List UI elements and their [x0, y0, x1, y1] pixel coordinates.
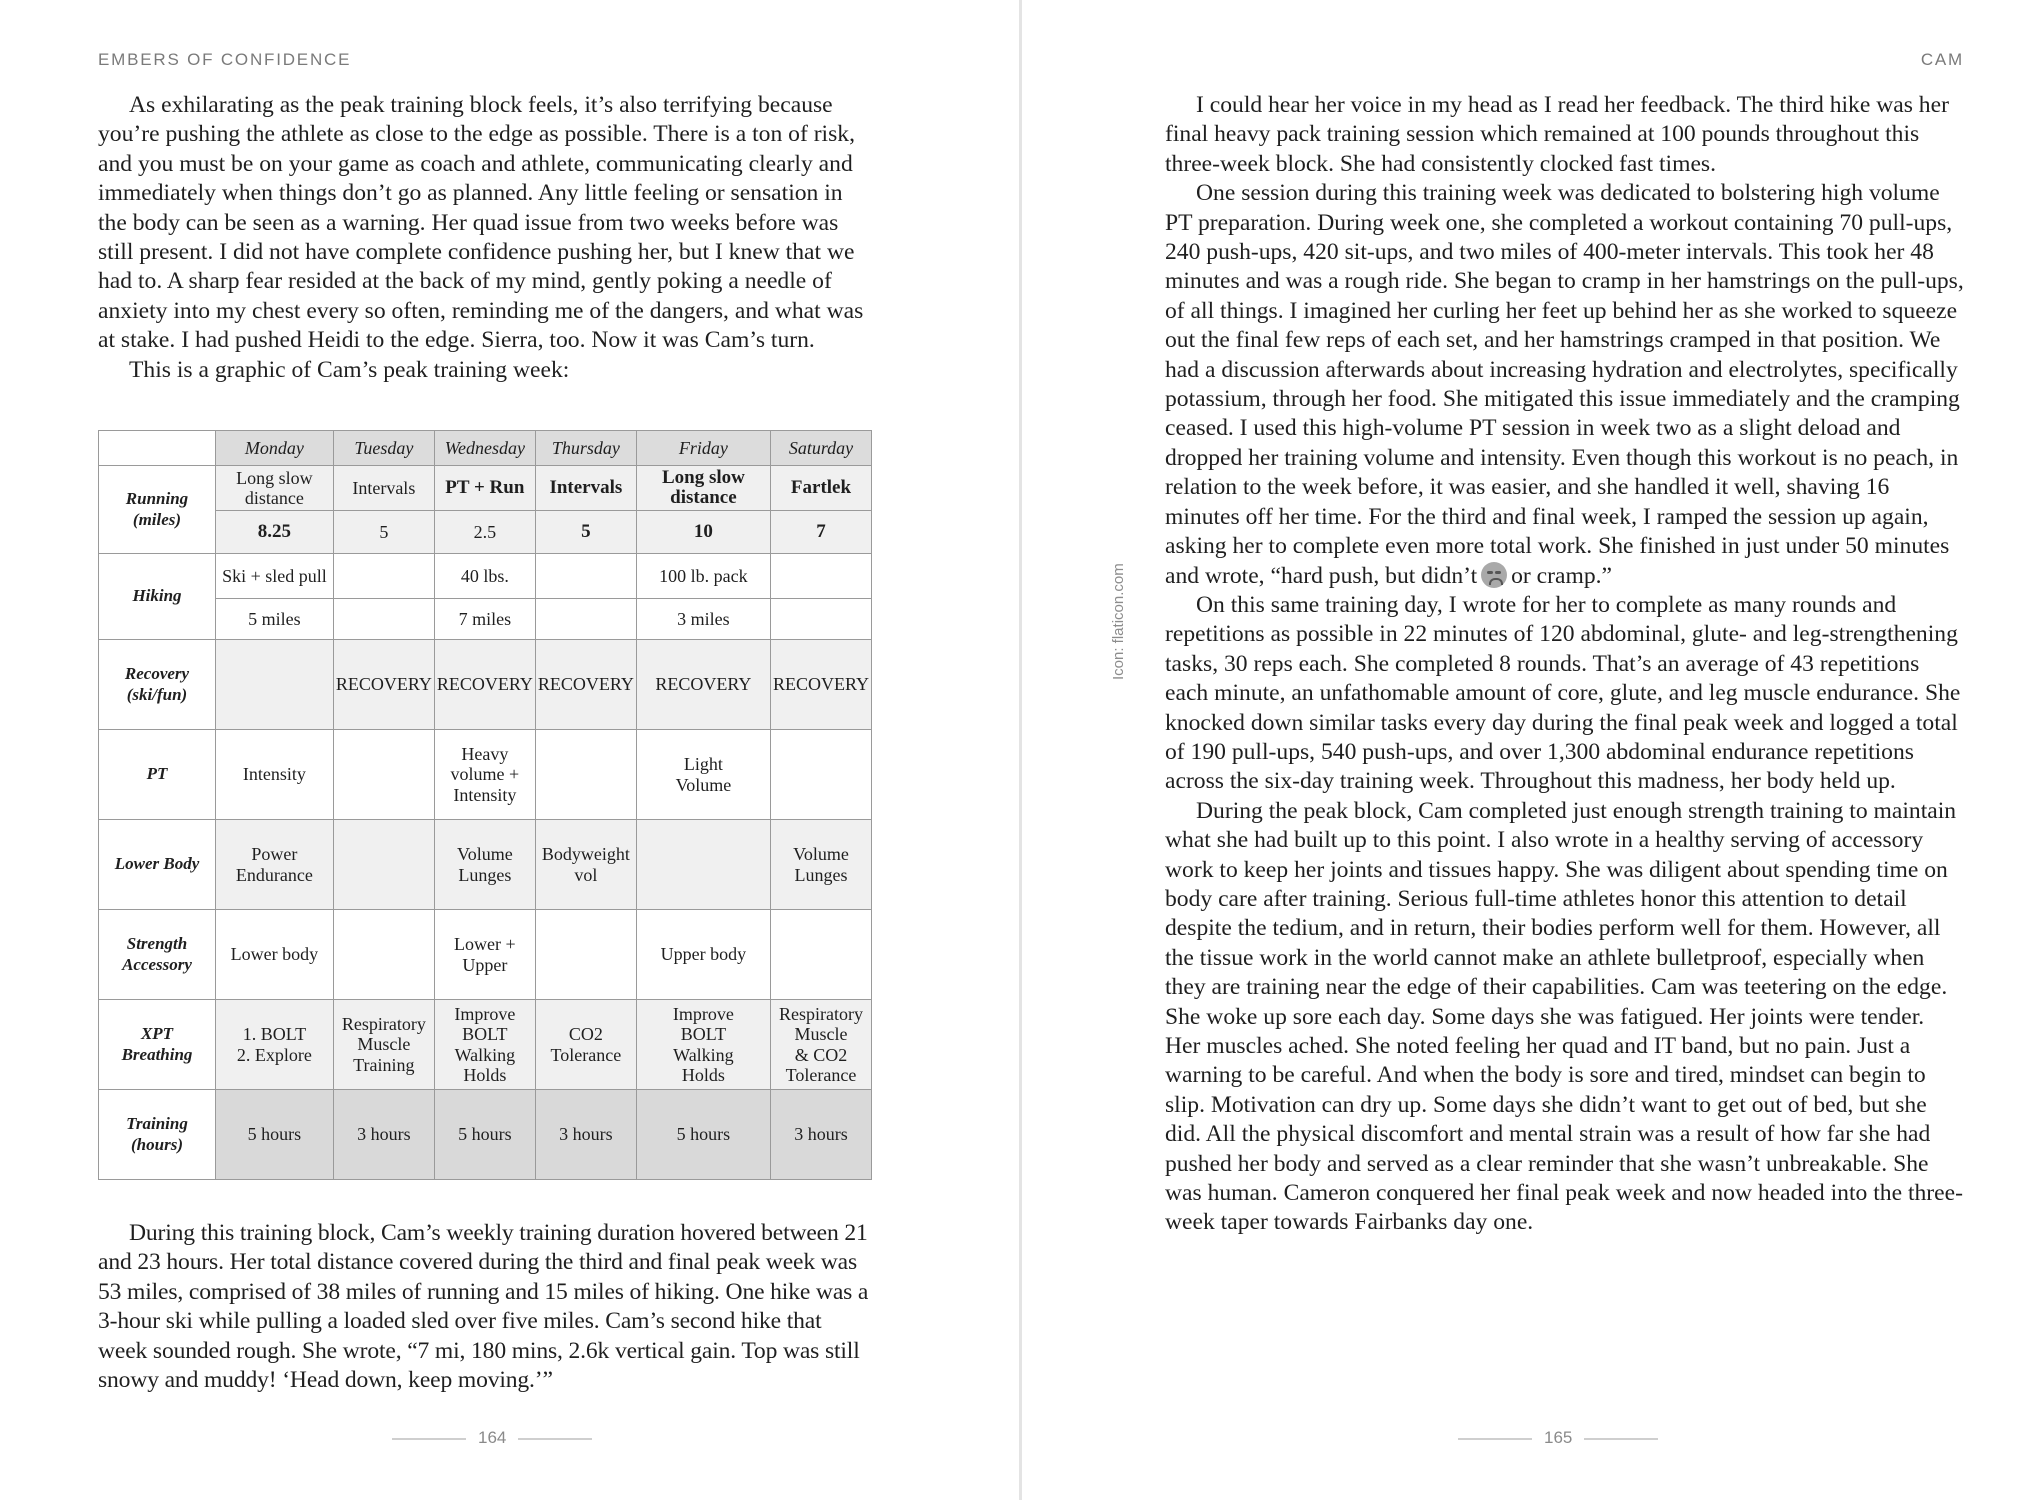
folio-rule — [1584, 1438, 1658, 1440]
running-miles-cell: 7 — [770, 511, 871, 554]
row-label-recovery: Recovery (ski/fun) — [99, 640, 216, 730]
row-label-running: Running (miles) — [99, 466, 216, 554]
day-header: Tuesday — [333, 431, 434, 466]
icon-credit: Icon: flaticon.com — [1110, 563, 1127, 680]
table-row-lower-body — [99, 820, 872, 910]
table-header-row — [99, 431, 872, 466]
paragraph: During this training block, Cam’s weekly training duration hovered between 21 and 23 hours. Her total distance covered during the third and final peak week was 53 miles, comprised of 38 miles of running and 15 miles of hiking. One hike was a 3-hour ski while pulling a loaded sled over five miles. Cam’s second hike that week sounded rough. She wrote, “7 mi, 180 mins, 2.6k vertical gain. Top was still snowy and muddy! ‘Head down, keep moving.’” — [98, 1220, 869, 1394]
lower-body-cell — [636, 820, 770, 910]
xpt-cell: CO2 Tolerance — [535, 1000, 636, 1090]
xpt-cell: Improve BOLT Walking Holds — [636, 1000, 770, 1090]
running-type-cell: Fartlek — [770, 466, 871, 511]
table-row-xpt — [99, 1000, 872, 1090]
running-head-chapter: CAM — [1920, 50, 1964, 69]
paragraph: As exhilarating as the peak training block feels, it’s also terrifying because you’re pushing the athlete as close to the edge as possible. There is a ton of risk, and you must be on your game as coach and athlete, communicating clearly and immediately when things don’t go as planned. Any little feeling or sensation in the body can be seen as a warning. Her quad issue from two weeks before was still present. I did not have complete confidence pushing her, but I knew that we had to. A sharp fear resided at the back of my mind, gently poking a needle of anxiety into my chest every so often, reminding me of the dangers, and what was at stake. I had pushed Heidi to the edge. Sierra, too. Now it was Cam’s turn. — [98, 92, 864, 354]
frowning-face-icon — [1481, 562, 1507, 588]
running-type-cell: Intervals — [333, 466, 434, 511]
recovery-cell: RECOVERY — [535, 640, 636, 730]
hiking-miles-cell: 3 miles — [636, 599, 770, 640]
lower-body-cell: Power Endurance — [216, 820, 334, 910]
hiking-type-cell: 40 lbs. — [434, 554, 535, 599]
row-label-pt: PT — [99, 730, 216, 820]
recovery-cell: RECOVERY — [434, 640, 535, 730]
hiking-miles-cell: 5 miles — [216, 599, 334, 640]
right-page-text — [1165, 91, 1965, 1238]
strength-cell: Lower + Upper — [434, 910, 535, 1000]
running-miles-cell: 8.25 — [216, 511, 334, 554]
folio-rule — [1458, 1438, 1532, 1440]
pt-cell — [770, 730, 871, 820]
hiking-type-cell — [770, 554, 871, 599]
hiking-type-cell — [333, 554, 434, 599]
training-hours-cell: 3 hours — [770, 1090, 871, 1180]
day-header: Saturday — [770, 431, 871, 466]
hiking-type-cell: 100 lb. pack — [636, 554, 770, 599]
running-type-cell: Long slow distance — [216, 466, 334, 511]
lower-body-cell: Volume Lunges — [434, 820, 535, 910]
folio-rule — [392, 1438, 466, 1440]
training-hours-cell: 3 hours — [535, 1090, 636, 1180]
xpt-cell: Respiratory Muscle Training — [333, 1000, 434, 1090]
paragraph: During the peak block, Cam completed just enough strength training to maintain what she had built up to this point. I also wrote in a healthy serving of accessory work to keep her joints and tissues happy. She was diligent about spending time on body care after training. Serious full-time athletes honor this attention to detail despite the tedium, and in return, their bodies perform well for them. However, all the tissue work in the world cannot make an athlete bulletproof, especially when they are training near the edge of their capabilities. Cam was teetering on the edge. She woke up sore each day. Some days she was fatigued. Her joints were tender. Her muscles ached. She noted feeling her quad and IT band, but no pain. Just a warning to be careful. And when the body is sore and tired, mindset can begin to slip. Motivation can dry up. Some days she didn’t want to get out of bed, but she did. All the physical discomfort and mental strain was a result of how far she had pushed her body and served as a clear reminder that she wasn’t unbreakable. She was human. Cameron conquered her final peak week and now headed into the three-week taper towards Fairbanks day one. — [1165, 797, 1963, 1236]
training-hours-cell: 5 hours — [216, 1090, 334, 1180]
running-miles-cell: 10 — [636, 511, 770, 554]
table-row-strength — [99, 910, 872, 1000]
hiking-type-cell: Ski + sled pull — [216, 554, 334, 599]
strength-cell — [535, 910, 636, 1000]
hiking-miles-cell: 7 miles — [434, 599, 535, 640]
recovery-cell — [216, 640, 334, 730]
pt-cell: Heavy volume + Intensity — [434, 730, 535, 820]
xpt-cell: 1. BOLT 2. Explore — [216, 1000, 334, 1090]
recovery-cell: RECOVERY — [636, 640, 770, 730]
hiking-miles-cell — [535, 599, 636, 640]
recovery-cell: RECOVERY — [333, 640, 434, 730]
row-label-hiking: Hiking — [99, 554, 216, 640]
xpt-cell: Respiratory Muscle & CO2 Tolerance — [770, 1000, 871, 1090]
lower-body-cell: Bodyweight vol — [535, 820, 636, 910]
book-spine — [1019, 0, 1022, 1500]
running-type-cell: Intervals — [535, 466, 636, 511]
table-corner-cell — [99, 431, 216, 466]
page-number-right: 165 — [1446, 1428, 1670, 1448]
page-number-left: 164 — [380, 1428, 604, 1448]
lower-body-cell: Volume Lunges — [770, 820, 871, 910]
table-row-running — [99, 466, 872, 511]
recovery-cell: RECOVERY — [770, 640, 871, 730]
folio-rule — [518, 1438, 592, 1440]
paragraph: I could hear her voice in my head as I read her feedback. The third hike was her final heavy pack training session which remained at 100 pounds throughout this three-week block. She had consistently clocked fast times. — [1165, 92, 1949, 177]
hiking-miles-cell — [333, 599, 434, 640]
row-label-training: Training (hours) — [99, 1090, 216, 1180]
running-type-cell: Long slow distance — [636, 466, 770, 511]
running-type-cell: PT + Run — [434, 466, 535, 511]
day-header: Friday — [636, 431, 770, 466]
strength-cell — [770, 910, 871, 1000]
left-page-top-text — [98, 91, 868, 385]
training-hours-cell: 3 hours — [333, 1090, 434, 1180]
day-header: Wednesday — [434, 431, 535, 466]
pt-cell: Intensity — [216, 730, 334, 820]
table-row-pt — [99, 730, 872, 820]
day-header: Thursday — [535, 431, 636, 466]
paragraph: One session during this training week was dedicated to bolstering high volume PT preparation. During week one, she completed a workout containing 70 pull-ups, 240 push-ups, 420 sit-ups, and two miles of 400-meter intervals. This took her 48 minutes and was a rough ride. She began to cramp in her hamstrings on the pull-ups, of all things. I imagined her curling her feet up behind her as she worked to squeeze out the final few reps of each set, and her hamstrings cramped in that position. We had a discussion afterwards about increasing hydration and electrolytes, specifically potassium, through her food. She mitigated this issue immediately and the cramping ceased. I used this high-volume PT session in week two as a slight deload and dropped her training volume and intensity. Even though this workout is no peach, in relation to the week before, it was easier, and she handled it well, shaving 16 minutes off her time. For the third and final week, I ramped the session up again, asking her to complete even more total work. She finished in just under 50 minutes and wrote, “hard push, but didn’t or cramp.” — [1165, 180, 1964, 589]
hiking-miles-cell — [770, 599, 871, 640]
strength-cell — [333, 910, 434, 1000]
training-hours-cell: 5 hours — [434, 1090, 535, 1180]
table-row-hiking — [99, 554, 872, 599]
running-miles-cell: 5 — [333, 511, 434, 554]
day-header: Monday — [216, 431, 334, 466]
running-miles-cell: 2.5 — [434, 511, 535, 554]
pt-cell: Light Volume — [636, 730, 770, 820]
training-hours-cell: 5 hours — [636, 1090, 770, 1180]
table-row-training-hours — [99, 1090, 872, 1180]
paragraph: On this same training day, I wrote for her to complete as many rounds and repetitions as possible in 22 minutes of 120 abdominal, glute- and leg-strengthening tasks, 30 reps each. She completed 8 rounds. That’s an average of 43 repetitions each minute, an unfathomable amount of core, glute, and leg muscle endurance. She knocked down similar tasks every day during the final peak week and logged a total of 190 pull-ups, 540 push-ups, and over 1,300 abdominal endurance repetitions across the six-day training week. Throughout this madness, her body held up. — [1165, 591, 1961, 795]
running-head-book-title: EMBERS OF CONFIDENCE — [98, 50, 352, 69]
lower-body-cell — [333, 820, 434, 910]
table-row-recovery — [99, 640, 872, 730]
strength-cell: Lower body — [216, 910, 334, 1000]
xpt-cell: Improve BOLT Walking Holds — [434, 1000, 535, 1090]
paragraph: This is a graphic of Cam’s peak training week: — [129, 356, 570, 383]
peak-training-week-table — [98, 430, 872, 1180]
pt-cell — [535, 730, 636, 820]
row-label-lower-body: Lower Body — [99, 820, 216, 910]
running-miles-cell: 5 — [535, 511, 636, 554]
left-page-bottom-text — [98, 1219, 873, 1395]
hiking-type-cell — [535, 554, 636, 599]
row-label-strength: Strength Accessory — [99, 910, 216, 1000]
row-label-xpt: XPT Breathing — [99, 1000, 216, 1090]
strength-cell: Upper body — [636, 910, 770, 1000]
pt-cell — [333, 730, 434, 820]
